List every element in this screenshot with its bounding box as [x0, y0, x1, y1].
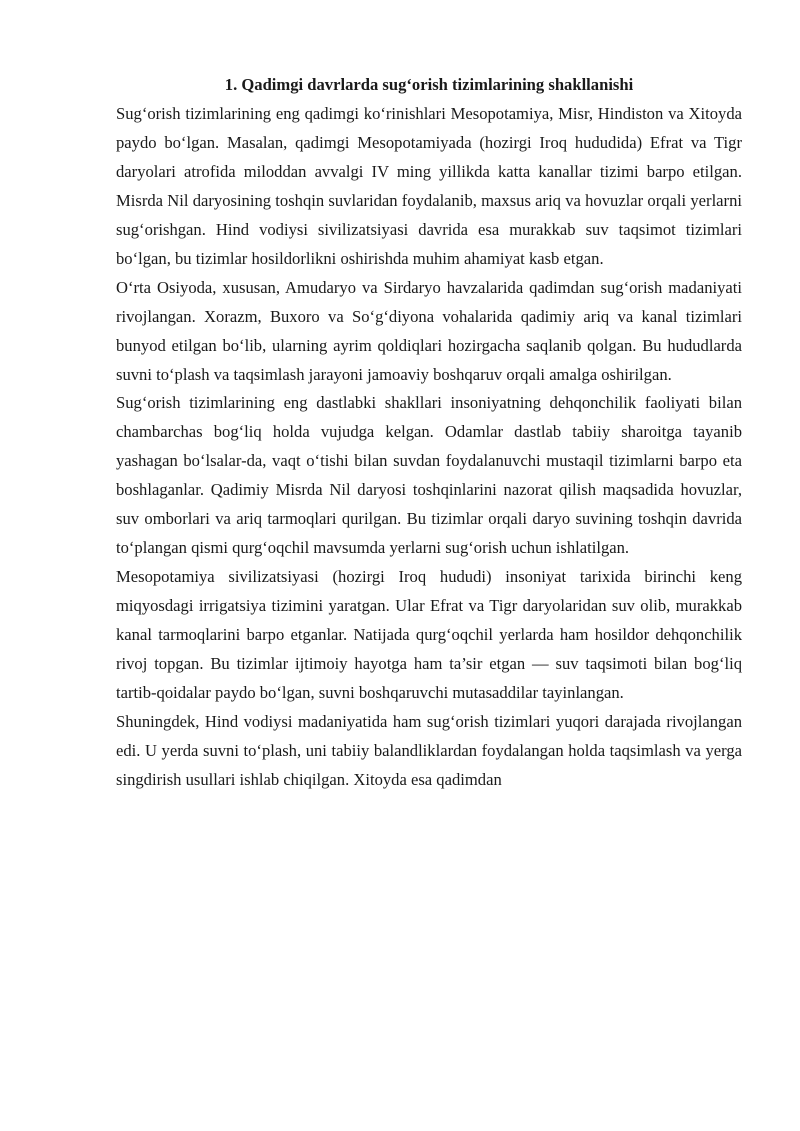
paragraph-5: Shuningdek, Hind vodiysi madaniyatida ham sug‘orish tizimlari yuqori darajada rivojlangan edi. U yerda suvni to‘plash, uni tabiiy balandliklardan foydalangan holda taqsimlash va yerga singdirish usullari ishlab chiqilgan. Xitoyda esa qadimdan: [116, 711, 742, 789]
paragraph-3: Sug‘orish tizimlarining eng dastlabki shakllari insoniyatning dehqonchilik faoliyati bilan chambarchas bog‘liq holda vujudga kelgan. Odamlar dastlab tabiiy sharoitga tayanib yashagan bo‘lsalar-da, vaqt o‘tishi bilan suvdan foydalanuvchi mustaqil tizimlarni barpo eta boshlaganlar. Qadimiy Misrda Nil daryosi toshqinlarini nazorat qilish maqsadida hovuzlar, suv omborlari va ariq tarmoqlari qurilgan. Bu tizimlar orqali daryo suvining toshqin davrida to‘plangan qismi qurg‘oqchil mavsumda yerlarni sug‘orish uchun ishlatilgan.: [116, 393, 742, 558]
paragraph-4: Mesopotamiya sivilizatsiyasi (hozirgi Iroq hududi) insoniyat tarixida birinchi keng miqyosdagi irrigatsiya tizimini yaratgan. Ular Efrat va Tigr daryolaridan suv olib, murakkab kanal tarmoqlarini barpo etganlar. Natijada qurg‘oqchil yerlarda ham hosildor dehqonchilik rivoj topgan. Bu tizimlar ijtimoiy hayotga ham ta’sir etgan — suv taqsimoti bilan bog‘liq tartib-qoidalar paydo bo‘lgan, suvni boshqaruvchi mutasaddilar tayinlangan.: [116, 567, 742, 703]
document-page: [116, 71, 742, 795]
paragraph-2: O‘rta Osiyoda, xususan, Amudaryo va Sirdaryo havzalarida qadimdan sug‘orish madaniyati rivojlangan. Xorazm, Buxoro va So‘g‘diyona vohalarida qadimiy ariq va kanal tizimlari bunyod etilgan bo‘lib, ularning ayrim qoldiqlari hozirgacha saqlanib qolgan. Bu hududlarda suvni to‘plash va taqsimlash jarayoni jamoaviy boshqaruv orqali amalga oshirilgan.: [116, 277, 742, 384]
paragraph-1: Sug‘orish tizimlarining eng qadimgi ko‘rinishlari Mesopotamiya, Misr, Hindiston va Xitoyda paydo bo‘lgan. Masalan, qadimgi Mesopotamiyada (hozirgi Iroq hududida) Efrat va Tigr daryolari atrofida miloddan avvalgi IV ming yillikda katta kanallar tizimi barpo etilgan. Misrda Nil daryosining toshqin suvlaridan foydalanib, maxsus ariq va hovuzlar orqali yerlarni sug‘orishgan. Hind vodiysi sivilizatsiyasi davrida esa murakkab suv taqsimot tizimlari bo‘lgan, bu tizimlar hosildorlikni oshirishda muhim ahamiyat kasb etgan.: [116, 103, 742, 268]
section-heading: 1. Qadimgi davrlarda sug‘orish tizimlarining shakllanishi: [224, 75, 634, 94]
